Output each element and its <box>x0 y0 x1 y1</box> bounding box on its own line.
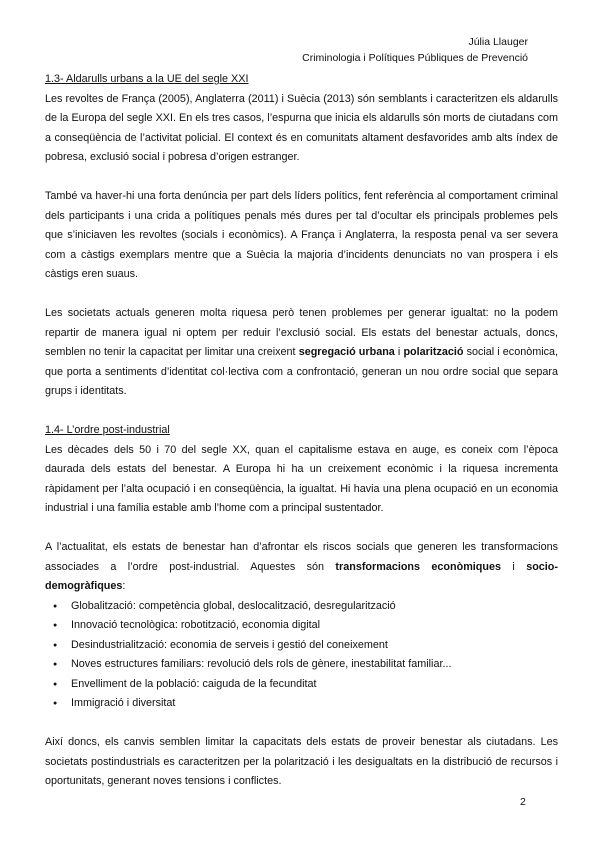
page-header <box>302 34 528 66</box>
text-run: A l’actualitat, els estats de benestar han d’afrontar els riscos socials que generen les transformacions associades a l’ordre post-industrial. Aquestes són <box>45 541 558 573</box>
text-run: i <box>394 346 404 358</box>
header-course: Criminologia i Polítiques Públiques de Prevenció <box>302 52 528 64</box>
list-item: ● Envelliment de la població: caiguda de la fecunditat <box>45 675 558 695</box>
text-run: : <box>122 580 126 592</box>
page-number: 2 <box>520 796 526 808</box>
paragraph-denuncia: També va haver-hi una forta denúncia per part dels líders polítics, fent referència al comportament criminal dels participants i una crida a polítiques penals més dures per tal d’ocultar els principals problemes pels que s’iniciaven les revoltes (socials i econòmics). A França i Anglaterra, la resposta penal va ser severa com a càstigs exemplars mentre que a Suècia la majoria d’incidents denunciats no van prospera i els càstigs eren suaus. <box>45 190 558 280</box>
paragraph-aixi-doncs: Així doncs, els canvis semblen limitar la capacitats dels estats de proveir benestar als ciutadans. Les societats postindustrials es caracteritzen per la polarització i les desigualtats en la distribució de recursos i oportunitats, generant noves tensions i conflictes. <box>45 736 558 787</box>
text-run: i <box>501 560 527 573</box>
transformations-list <box>45 597 558 714</box>
paragraph-decades: Les dècades dels 50 i 70 del segle XX, quan el capitalisme estava en auge, es coneix com l’època daurada dels estats del benestar. A Europa hi ha un creixement econòmic i la riquesa incrementa ràpidament per l’alta ocupació i en conseqüència, la igualtat. Hi havia una plena ocupació en un economia industrial i una família estable amb l’home com a principal sustentador. <box>45 443 558 514</box>
list-item: ● Desindustrialització: economia de serveis i gestió del coneixement <box>45 636 558 656</box>
list-item: ● Noves estructures familiars: revolució dels rols de gènere, inestabilitat familiar... <box>45 655 558 675</box>
bold-term-segregacio: segregació urbana <box>298 346 395 358</box>
list-item: ● Immigració i diversitat <box>45 694 558 714</box>
text-run: social i econòmica, que porta a sentiments d’identitat col·lectiva com a confrontació, generan un nou ordre social que separa grups i identitats. <box>45 346 559 397</box>
page-content <box>45 70 558 792</box>
paragraph-revoltes: Les revoltes de França (2005), Anglaterra (2011) i Suècia (2013) són semblants i caracteritzen els aldarulls de la Europa del segle XXI. En els tres casos, l’espurna que inicia els aldarulls són morts de ciutadans com a conseqüència de l’activitat policial. El context és en comunitats altament desfavorides amb alts índex de pobresa, exclusió social i pobresa d’origen estranger. <box>45 92 558 163</box>
list-item: ● Globalització: competència global, deslocalització, desregularització <box>45 597 558 617</box>
text-run: Les societats actuals generen molta riquesa però tenen problemes per generar igualtat: no la podem repartir de manera igual ni optem per reduir l’exclusió social. Els estats del benestar actuals, doncs, semblen no tenir la capacitat per limitar una creixent <box>45 307 558 358</box>
bold-term-sociodemografiques: socio-demogràfiques <box>45 560 558 592</box>
paragraph-societats <box>45 304 558 402</box>
bold-term-polaritzacio: polarització <box>403 346 464 358</box>
section-heading-1-3: 1.3- Aldarulls urbans a la UE del segle XXI <box>45 73 249 85</box>
list-item: ● Innovació tecnològica: robotització, economia digital <box>45 616 558 636</box>
section-heading-1-4: 1.4- L’ordre post-industrial <box>45 424 170 436</box>
bold-term-transformacions: transformacions econòmiques <box>335 560 502 573</box>
paragraph-actualitat <box>45 538 558 597</box>
header-author: Júlia Llauger <box>468 36 528 48</box>
